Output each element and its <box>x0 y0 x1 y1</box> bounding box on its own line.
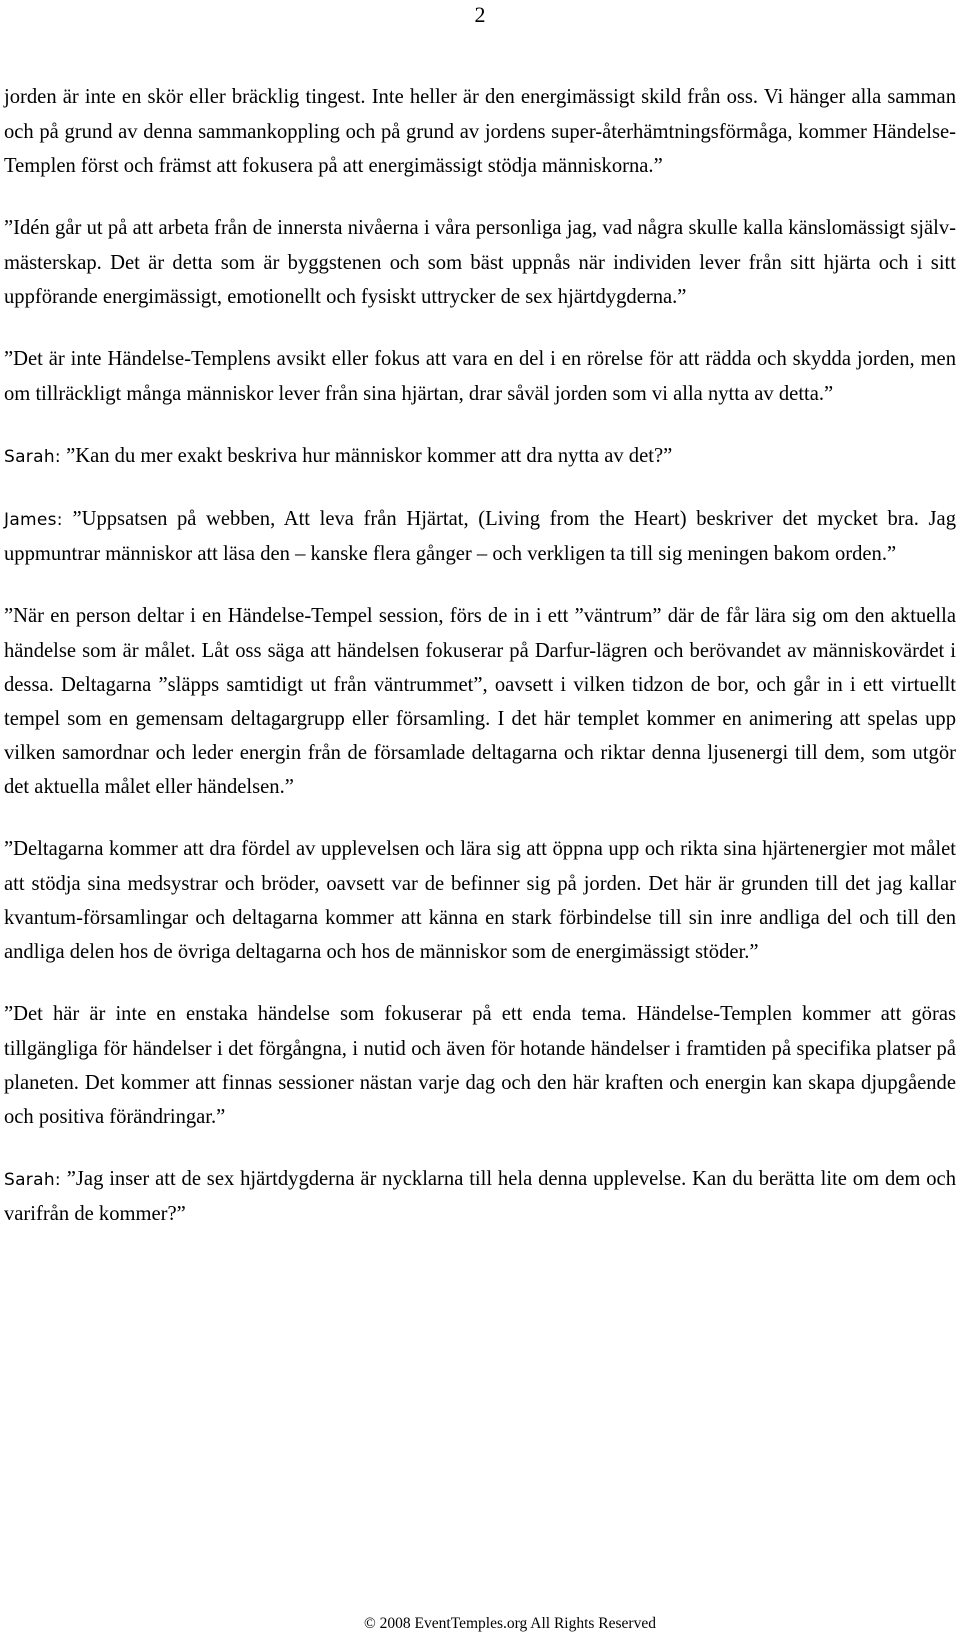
paragraph <box>4 599 956 804</box>
paragraph <box>4 80 956 183</box>
paragraph-text: ”Deltagarna kommer att dra fördel av upplevelsen och lära sig att öppna upp och rikta sina hjärtenergier mot målet att stödja sina medsystrar och bröder, oavsett var de befinner sig på jorden. Det här är grunden till det jag kallar kvantum-församlingar och deltagarna kommer att känna en stark förbindelse till sin inre andliga del och till den andliga delen hos de övriga deltagarna och hos de människor som de energimässigt stöder.” <box>4 838 956 963</box>
speaker-label: Sarah: <box>4 447 61 467</box>
paragraph-text: jorden är inte en skör eller bräcklig tingest. Inte heller är den energimässigt skild från oss. Vi hänger alla samman och på grund av denna sammankoppling och på grund av jordens super-återhämtningsförmåga, kommer Händelse-Templen först och främst att fokusera på att energimässigt stödja människorna.” <box>4 86 956 177</box>
paragraph-text: ”Det är inte Händelse-Templens avsikt eller fokus att vara en del i en rörelse för att rädda och skydda jorden, men om tillräckligt många människor lever från sina hjärtan, drar såväl jorden som vi alla nytta av detta.” <box>4 348 956 405</box>
document-body <box>4 80 956 1259</box>
paragraph <box>4 342 956 411</box>
paragraph-text: ”Jag inser att de sex hjärtdygderna är nycklarna till hela denna upplevelse. Kan du berätta lite om dem och varifrån de kommer?” <box>4 1168 956 1225</box>
paragraph <box>4 502 956 571</box>
paragraph <box>4 439 956 474</box>
paragraph-text: ”Idén går ut på att arbeta från de innersta nivåerna i våra personliga jag, vad några skulle kalla känslomässigt själv-mästerskap. Det är detta som är byggstenen och som bäst uppnås när individen lever från sitt hjärta och i sitt uppförande energimässigt, emotionellt och fysiskt uttrycker de sex hjärtdygderna.” <box>4 217 956 308</box>
copyright-footer <box>0 1614 960 1634</box>
paragraph <box>4 211 956 314</box>
paragraph <box>4 832 956 969</box>
paragraph <box>4 1162 956 1231</box>
page-number: 2 <box>474 2 486 27</box>
speaker-label: James: <box>4 510 63 530</box>
paragraph-text: ”Det här är inte en enstaka händelse som fokuserar på ett enda tema. Händelse-Templen kommer att göras tillgängliga för händelser i det förgångna, i nutid och även för hotande händelser i framtiden på specifika platser på planeten. Det kommer att finnas sessioner nästan varje dag och den här kraften och energin kan skapa djupgående och positiva förändringar.” <box>4 1003 956 1128</box>
footer-text: © 2008 EventTemples.org All Rights Reserved <box>364 1615 656 1632</box>
paragraph-text: ”När en person deltar i en Händelse-Tempel session, förs de in i ett ”väntrum” där de får lära sig om den aktuella händelse som är målet. Låt oss säga att händelsen fokuserar på Darfur-lägren och berövandet av människovärdet i dessa. Deltagarna ”släpps samtidigt ut från väntrummet”, oavsett i vilken tidzon de bor, och går in i ett virtuellt tempel som en gemensam deltagargrupp eller församling. I det här templet kommer en animering att spelas upp vilken samordnar och leder energin från de församlade deltagarna och riktar denna ljusenergi till dem, som utgör det aktuella målet eller händelsen.” <box>4 605 956 798</box>
paragraph-text: ”Uppsatsen på webben, Att leva från Hjärtat, (Living from the Heart) beskriver det mycket bra. Jag uppmuntrar människor att läsa den – kanske flera gånger – och verkligen ta till sig meningen bakom orden.” <box>4 508 956 565</box>
speaker-label: Sarah: <box>4 1170 61 1190</box>
paragraph-text: ”Kan du mer exakt beskriva hur människor kommer att dra nytta av det?” <box>60 445 673 467</box>
paragraph <box>4 997 956 1134</box>
